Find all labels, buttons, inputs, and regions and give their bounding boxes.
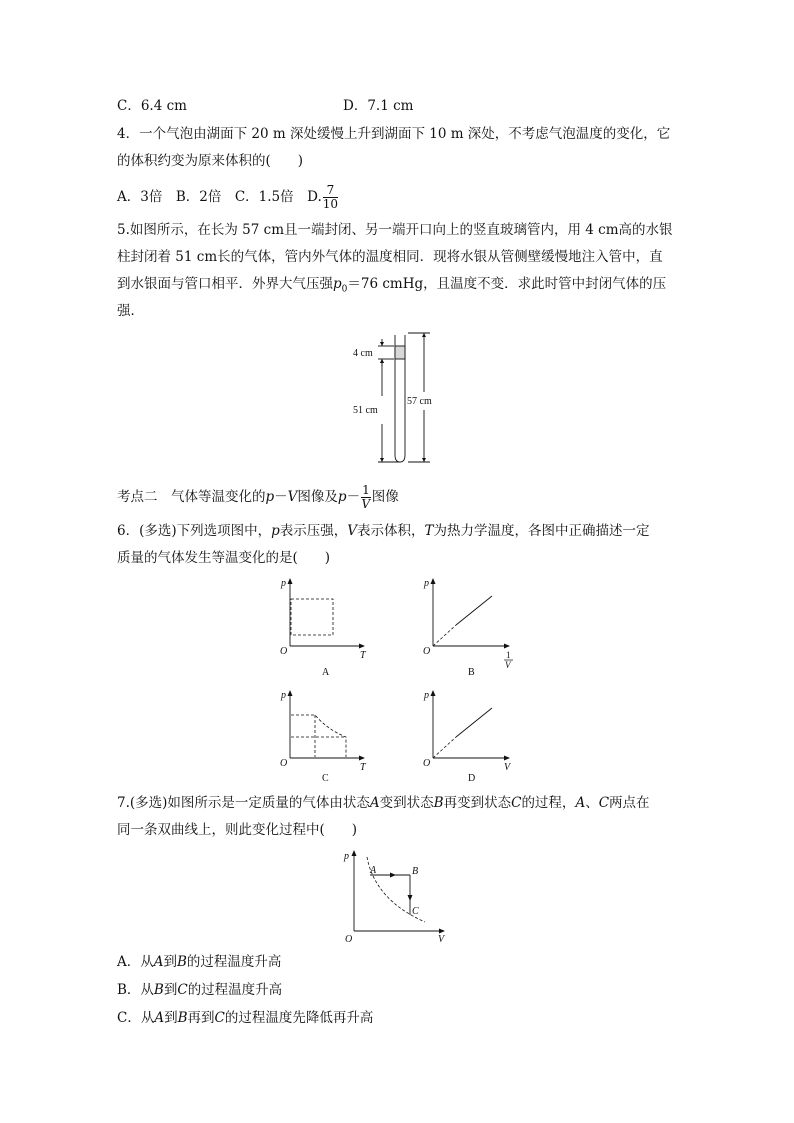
q7-a: A bbox=[369, 795, 380, 811]
graph-d-caption: D bbox=[468, 773, 476, 784]
q7-opt-c-b: B bbox=[177, 1010, 188, 1026]
section-2-p: p bbox=[265, 489, 275, 505]
q7-opt-a-1: A．从 bbox=[117, 954, 154, 970]
q6-t1: 表示压强， bbox=[279, 523, 348, 539]
q4-fraction-num: 7 bbox=[323, 184, 338, 198]
section-2-heading bbox=[117, 484, 399, 511]
q7-point-a: A bbox=[370, 865, 377, 876]
q3-option-d: D．7.1 cm bbox=[343, 98, 414, 114]
q7-opt-a-2: 到 bbox=[163, 954, 177, 970]
q7-opt-b-2: 到 bbox=[163, 982, 178, 998]
graph-d bbox=[420, 686, 526, 786]
q7-opt-b-b: B bbox=[153, 982, 164, 998]
tube-figure bbox=[350, 330, 450, 466]
q7-graph bbox=[340, 845, 450, 945]
q4-options-text: A．3倍 B．2倍 C．1.5倍 D. bbox=[117, 189, 322, 205]
q7-opt-b-c: C bbox=[177, 982, 188, 998]
q7-line-2: 同一条双曲线上，则此变化过程中( ) bbox=[117, 822, 358, 838]
graph-c-y-label: p bbox=[281, 690, 286, 701]
section-2-mid: 图像及 bbox=[297, 489, 338, 505]
graph-b-x-num: 1 bbox=[506, 650, 511, 660]
section-2-prefix: 考点二 气体等温变化的 bbox=[117, 489, 266, 505]
q4-stem-line-1: 4．一个气泡由湖面下 20 m 深处缓慢上升到湖面下 10 m 深处，不考虑气泡温度的变化，它 bbox=[117, 126, 671, 142]
q7-t5: 两点在 bbox=[609, 795, 650, 811]
section-2-minus: － bbox=[274, 489, 288, 505]
q7-opt-c-c: C bbox=[214, 1010, 225, 1026]
q6-line-1a: 6．(多选)下列选项图中， bbox=[117, 523, 272, 539]
q5-line-1: 5.如图所示，在长为 57 cm且一端封闭、另一端开口向上的竖直玻璃管内，用 4 cm高的水银 bbox=[117, 222, 673, 238]
q7-opt-a-b: B bbox=[177, 954, 187, 970]
graph-d-origin: O bbox=[423, 758, 431, 769]
q6-line-2: 质量的气体发生等温变化的是( ) bbox=[117, 550, 331, 566]
graph-a bbox=[278, 574, 374, 680]
q6-p: p bbox=[271, 523, 280, 539]
graph-a-dashed-rect bbox=[291, 599, 333, 635]
graph-c-caption: C bbox=[322, 773, 329, 784]
q4-options bbox=[117, 184, 339, 211]
q5-line-3 bbox=[117, 274, 666, 300]
q4-fraction-den: 10 bbox=[322, 197, 339, 211]
q7-opt-c-3: 再到 bbox=[187, 1010, 215, 1026]
q5-line-4: 强． bbox=[117, 303, 144, 319]
q7-origin: O bbox=[345, 934, 353, 945]
q7-a2: A bbox=[575, 795, 586, 811]
q5-line-2: 柱封闭着 51 cm长的气体，管内外气体的温度相同．现将水银从管侧壁缓慢地注入管中，直 bbox=[117, 249, 663, 265]
graph-b bbox=[420, 574, 526, 680]
q7-c: C bbox=[511, 795, 522, 811]
q7-p-label: p bbox=[344, 851, 349, 862]
q5-p0-sub: 0 bbox=[341, 284, 348, 295]
q7-point-c: C bbox=[412, 906, 419, 917]
q7-b: B bbox=[433, 795, 444, 811]
label-57cm: 57 cm bbox=[407, 396, 432, 407]
q6-line-1 bbox=[117, 521, 650, 541]
graph-a-x-label: T bbox=[360, 650, 366, 661]
q6-t3: 为热力学温度，各图中正确描述一定 bbox=[433, 523, 650, 539]
graph-b-dashed bbox=[433, 625, 456, 646]
graph-b-line bbox=[456, 596, 492, 625]
q7-v-label: V bbox=[438, 934, 445, 945]
q6-t2: 表示体积， bbox=[357, 523, 425, 539]
graph-c-x-label: T bbox=[360, 762, 366, 773]
section-2-frac-den: V bbox=[361, 497, 371, 511]
q5-line-3b: ＝76 cmHg，且温度不变．求此时管中封闭气体的压 bbox=[347, 276, 667, 292]
graph-b-x-den: V bbox=[505, 660, 511, 670]
q5-line-3a: 到水银面与管口相平．外界大气压强 bbox=[117, 276, 333, 292]
section-2-suffix: 图像 bbox=[371, 489, 399, 505]
q7-opt-c-2: 到 bbox=[164, 1010, 178, 1026]
q7-opt-c-4: 的过程温度先降低再升高 bbox=[224, 1010, 374, 1026]
graph-d-line bbox=[456, 708, 492, 737]
q7-opt-c-a: A bbox=[154, 1010, 165, 1026]
graph-c bbox=[278, 686, 374, 786]
section-2-minus2: － bbox=[346, 489, 361, 505]
q7-option-a bbox=[117, 952, 281, 972]
q7-option-b bbox=[117, 980, 282, 1000]
q7-c2: C bbox=[598, 795, 610, 811]
section-2-p2: p bbox=[337, 489, 347, 505]
graph-b-y-label: p bbox=[424, 578, 429, 589]
q7-opt-c-1: C．从 bbox=[117, 1010, 155, 1026]
graph-a-y-label: p bbox=[281, 578, 286, 589]
graph-a-caption: A bbox=[322, 667, 330, 678]
q7-opt-b-1: B．从 bbox=[117, 982, 154, 998]
graph-d-x-label: V bbox=[504, 762, 511, 773]
graph-d-y-label: p bbox=[424, 690, 429, 701]
q7-opt-a-a: A bbox=[153, 954, 164, 970]
label-4cm: 4 cm bbox=[353, 348, 373, 359]
graph-b-caption: B bbox=[468, 667, 475, 678]
q6-t: T bbox=[424, 523, 434, 539]
q7-opt-a-3: 的过程温度升高 bbox=[186, 954, 282, 970]
q7-t3: 的过程， bbox=[521, 795, 576, 811]
graph-a-origin: O bbox=[280, 646, 288, 657]
graph-b-origin: O bbox=[423, 646, 431, 657]
section-2-frac-num: 1 bbox=[362, 483, 370, 497]
q7-t4: 、 bbox=[585, 795, 599, 811]
q7-line-1 bbox=[117, 793, 650, 813]
graph-d-dashed bbox=[433, 737, 456, 758]
section-2-v: V bbox=[287, 489, 298, 505]
q7-line-1a: 7.(多选)如图所示是一定质量的气体由状态 bbox=[117, 795, 370, 811]
graph-c-origin: O bbox=[280, 758, 288, 769]
q5-p0: p bbox=[333, 276, 342, 292]
graph-c-dashed-curve bbox=[291, 715, 346, 757]
section-2-fraction bbox=[361, 484, 371, 511]
q7-point-b: B bbox=[412, 866, 419, 877]
q7-option-c bbox=[117, 1008, 373, 1028]
q6-v: V bbox=[347, 523, 358, 539]
q7-opt-b-3: 的过程温度升高 bbox=[187, 982, 283, 998]
q7-t1: 变到状态 bbox=[379, 795, 434, 811]
q4-stem-line-2: 的体积约变为原来体积的( ) bbox=[117, 153, 304, 169]
q4-fraction bbox=[323, 184, 338, 211]
label-51cm: 51 cm bbox=[353, 405, 378, 416]
mercury-column bbox=[395, 346, 405, 359]
q7-t2: 再变到状态 bbox=[443, 795, 512, 811]
q3-option-c: C．6.4 cm bbox=[117, 98, 187, 114]
